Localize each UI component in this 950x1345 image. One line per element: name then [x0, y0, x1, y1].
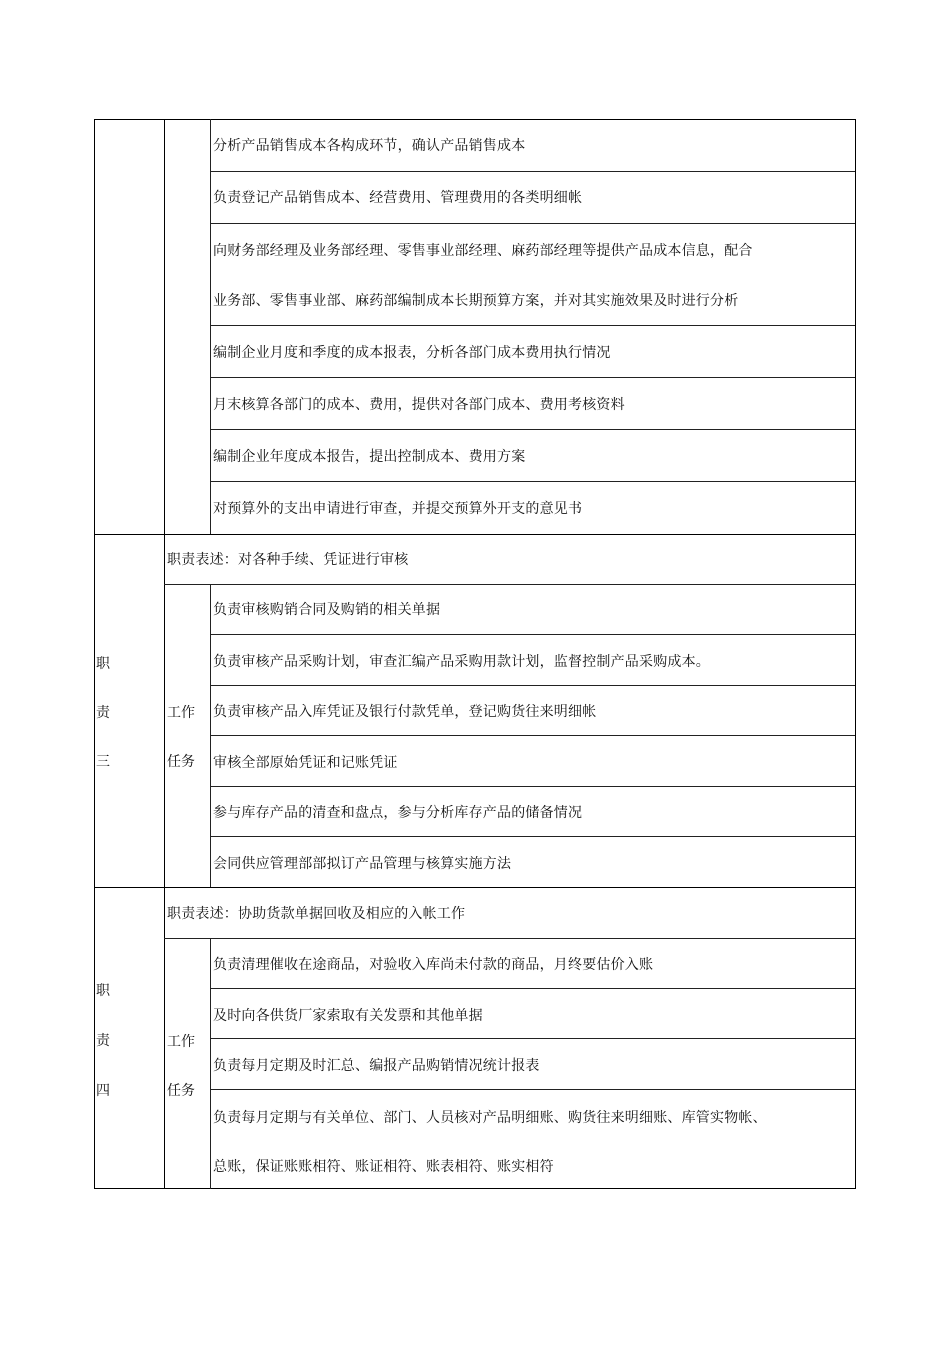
task-text: 负责登记产品销售成本、经营费用、管理费用的各类明细帐: [213, 190, 583, 206]
work-label: 工作: [167, 705, 195, 721]
task-text: 分析产品销售成本各构成环节，确认产品销售成本: [213, 138, 526, 154]
duty-label-char: 责: [96, 705, 110, 721]
task-text: 对预算外的支出申请进行审查，并提交预算外开支的意见书: [213, 501, 583, 517]
row-rule: [210, 735, 855, 736]
row-rule: [164, 584, 855, 585]
duty-label-char: 责: [96, 1033, 110, 1049]
work-label: 任务: [167, 1083, 195, 1099]
duty-label-char: 职: [96, 983, 110, 999]
task-text: 向财务部经理及业务部经理、零售事业部经理、麻药部经理等提供产品成本信息，配合: [213, 243, 753, 259]
row-rule: [210, 481, 855, 482]
task-text: 参与库存产品的清查和盘点，参与分析库存产品的储备情况: [213, 805, 583, 821]
task-text: 会同供应管理部部拟订产品管理与核算实施方法: [213, 856, 512, 872]
duty-description: 职责表述：协助货款单据回收及相应的入帐工作: [167, 906, 466, 922]
row-rule: [210, 836, 855, 837]
task-text: 编制企业月度和季度的成本报表，分析各部门成本费用执行情况: [213, 345, 611, 361]
row-rule: [210, 325, 855, 326]
row-rule: [210, 685, 855, 686]
row-rule: [210, 223, 855, 224]
duty-label-char: 三: [96, 754, 110, 770]
task-text: 审核全部原始凭证和记账凭证: [213, 755, 398, 771]
row-rule: [210, 377, 855, 378]
task-text: 负责审核购销合同及购销的相关单据: [213, 602, 441, 618]
row-rule: [210, 171, 855, 172]
column-rule-2-duty4: [210, 938, 211, 1189]
row-rule: [164, 938, 855, 939]
section-rule: [94, 534, 856, 535]
duty-label-char: 四: [96, 1083, 110, 1099]
work-label: 工作: [167, 1034, 195, 1050]
task-text: 负责清理催收在途商品，对验收入库尚未付款的商品，月终要估价入账: [213, 957, 654, 973]
row-rule: [210, 988, 855, 989]
task-text: 业务部、零售事业部、麻药部编制成本长期预算方案，并对其实施效果及时进行分析: [213, 293, 739, 309]
task-text: 负责审核产品采购计划，审查汇编产品采购用款计划，监督控制产品采购成本。: [213, 654, 710, 670]
row-rule: [210, 634, 855, 635]
task-text: 负责审核产品入库凭证及银行付款凭单，登记购货往来明细帐: [213, 704, 597, 720]
task-text: 负责每月定期与有关单位、部门、人员核对产品明细账、购货往来明细账、库管实物帐、: [213, 1110, 767, 1126]
task-text: 编制企业年度成本报告，提出控制成本、费用方案: [213, 449, 526, 465]
row-rule: [210, 786, 855, 787]
row-rule: [210, 429, 855, 430]
duty-description: 职责表述：对各种手续、凭证进行审核: [167, 552, 409, 568]
section-rule: [94, 887, 856, 888]
column-rule-1: [164, 119, 165, 1189]
row-rule: [210, 1038, 855, 1039]
work-label: 任务: [167, 754, 195, 770]
duty-label-char: 职: [96, 656, 110, 672]
row-rule: [210, 1089, 855, 1090]
task-text: 负责每月定期及时汇总、编报产品购销情况统计报表: [213, 1058, 540, 1074]
task-text: 及时向各供货厂家索取有关发票和其他单据: [213, 1008, 483, 1024]
column-rule-2-top: [210, 119, 211, 534]
task-text: 月末核算各部门的成本、费用，提供对各部门成本、费用考核资料: [213, 397, 625, 413]
task-text: 总账，保证账账相符、账证相符、账表相符、账实相符: [213, 1159, 554, 1175]
